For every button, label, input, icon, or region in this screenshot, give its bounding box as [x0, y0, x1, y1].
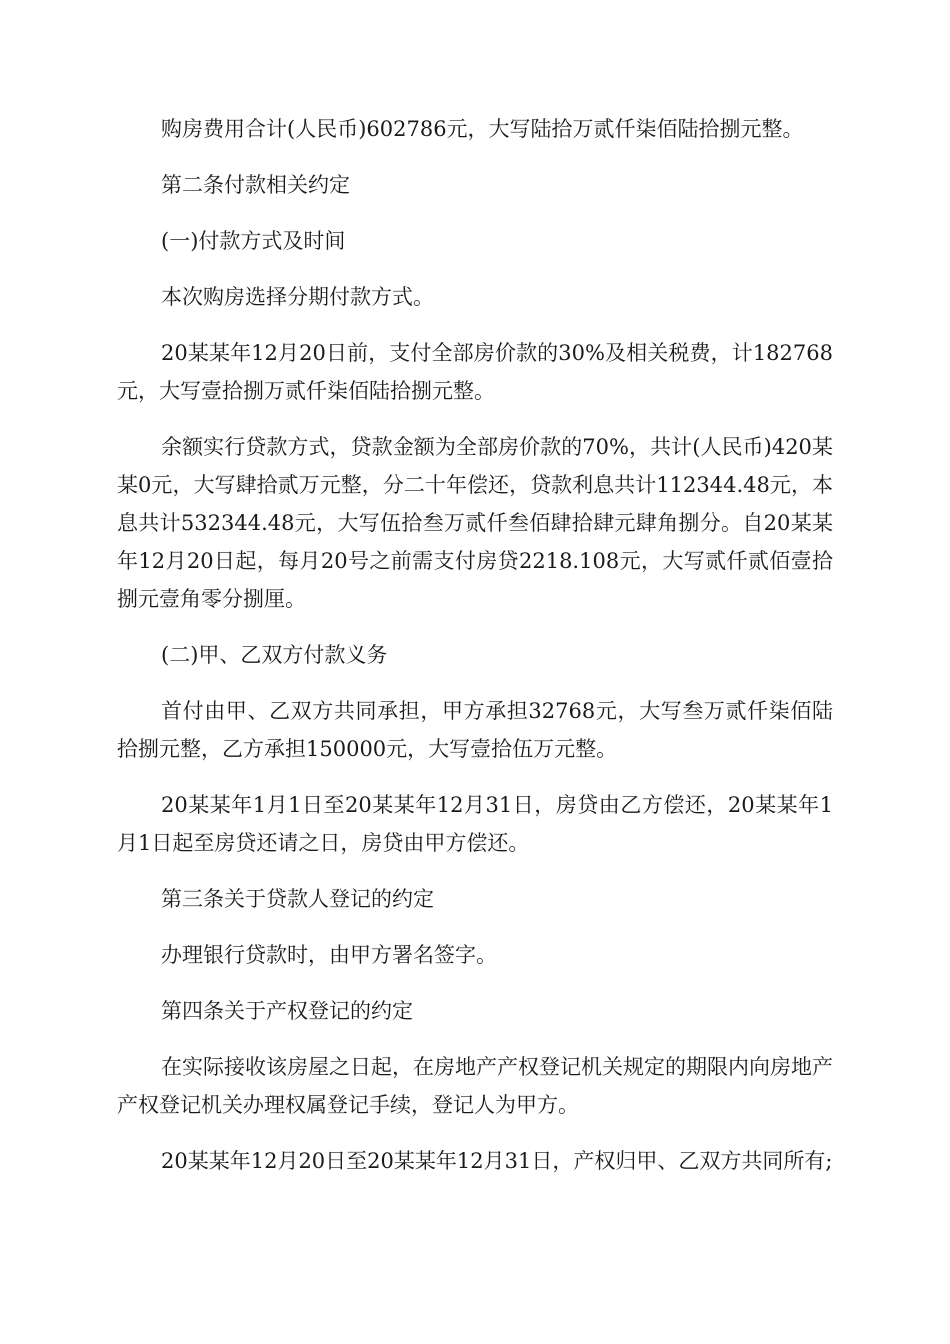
paragraph-loan: 余额实行贷款方式，贷款金额为全部房价款的70%，共计(人民币)420某某0元，大写肆拾贰万元整，分二十年偿还，贷款利息共计112344.48元，本息共计532344.48元，大写伍拾叁万贰仟叁佰肆拾肆元肆角捌分。自20某某年12月20日起，每月20号之前需支付房贷2218.108元，大写贰仟贰佰壹拾捌元壹角零分捌厘。 [117, 435, 833, 611]
heading-article-4: 第四条关于产权登记的约定 [161, 999, 413, 1023]
paragraph-loan-signing: 办理银行贷款时，由甲方署名签字。 [161, 943, 497, 967]
subheading-payment-method: (一)付款方式及时间 [161, 229, 346, 253]
paragraph-joint-ownership: 20某某年12月20日至20某某年12月31日，产权归甲、乙双方共同所有; [161, 1149, 833, 1173]
paragraph-title-registration: 在实际接收该房屋之日起，在房地产产权登记机关规定的期限内向房地产产权登记机关办理权属登记手续，登记人为甲方。 [117, 1055, 833, 1117]
document-body [117, 110, 833, 1198]
paragraph-repayment-periods: 20某某年1月1日至20某某年12月31日，房贷由乙方偿还，20某某年1月1日起至房贷还请之日，房贷由甲方偿还。 [117, 793, 833, 855]
heading-article-2: 第二条付款相关约定 [161, 173, 350, 197]
heading-article-3: 第三条关于贷款人登记的约定 [161, 887, 434, 911]
paragraph-total-cost: 购房费用合计(人民币)602786元，大写陆拾万贰仟柒佰陆拾捌元整。 [161, 117, 804, 141]
paragraph-down-payment: 20某某年12月20日前，支付全部房价款的30%及相关税费，计182768元，大写壹拾捌万贰仟柒佰陆拾捌元整。 [117, 341, 833, 403]
paragraph-installment: 本次购房选择分期付款方式。 [161, 285, 434, 309]
paragraph-first-payment-split: 首付由甲、乙双方共同承担，甲方承担32768元，大写叁万贰仟柒佰陆拾捌元整，乙方承担150000元，大写壹拾伍万元整。 [117, 699, 833, 761]
subheading-payment-obligations: (二)甲、乙双方付款义务 [161, 643, 388, 667]
